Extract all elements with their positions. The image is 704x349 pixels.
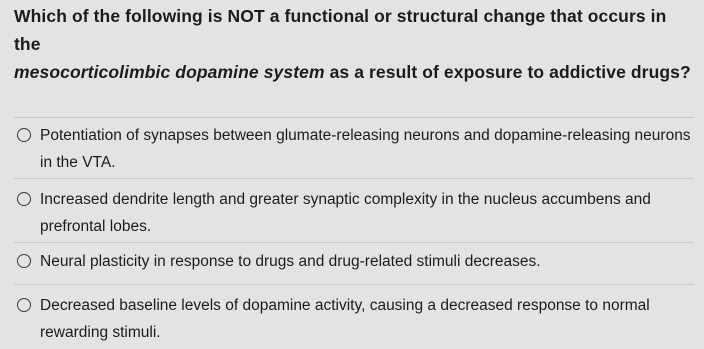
answer-option-2[interactable] xyxy=(14,179,694,243)
answer-option-label: Decreased baseline levels of dopamine activity, causing a decreased response to normal rewarding stimuli. xyxy=(40,297,650,341)
answer-options xyxy=(14,118,694,349)
radio-button-icon[interactable] xyxy=(17,128,31,142)
answer-option-1[interactable] xyxy=(14,118,694,179)
question-text xyxy=(14,0,694,86)
question-line-2-rest: as a result of exposure to addictive drugs? xyxy=(324,62,691,82)
radio-button-icon[interactable] xyxy=(17,192,31,206)
question-line-1: Which of the following is NOT a functional or structural change that occurs in the xyxy=(14,6,667,54)
radio-button-icon[interactable] xyxy=(17,254,31,268)
answer-option-label: Neural plasticity in response to drugs and drug-related stimuli decreases. xyxy=(40,253,541,270)
question-divider xyxy=(14,86,694,118)
answer-option-label: Potentiation of synapses between glumate-releasing neurons and dopamine-releasing neurons in the VTA. xyxy=(40,127,691,171)
answer-option-4[interactable] xyxy=(14,285,694,349)
answer-option-3[interactable] xyxy=(14,243,694,285)
question-line-2 xyxy=(14,58,694,86)
radio-button-icon[interactable] xyxy=(17,298,31,312)
answer-option-label: Increased dendrite length and greater synaptic complexity in the nucleus accumbens and prefrontal lobes. xyxy=(40,191,651,235)
question-emphasis: mesocorticolimbic dopamine system xyxy=(14,62,325,82)
